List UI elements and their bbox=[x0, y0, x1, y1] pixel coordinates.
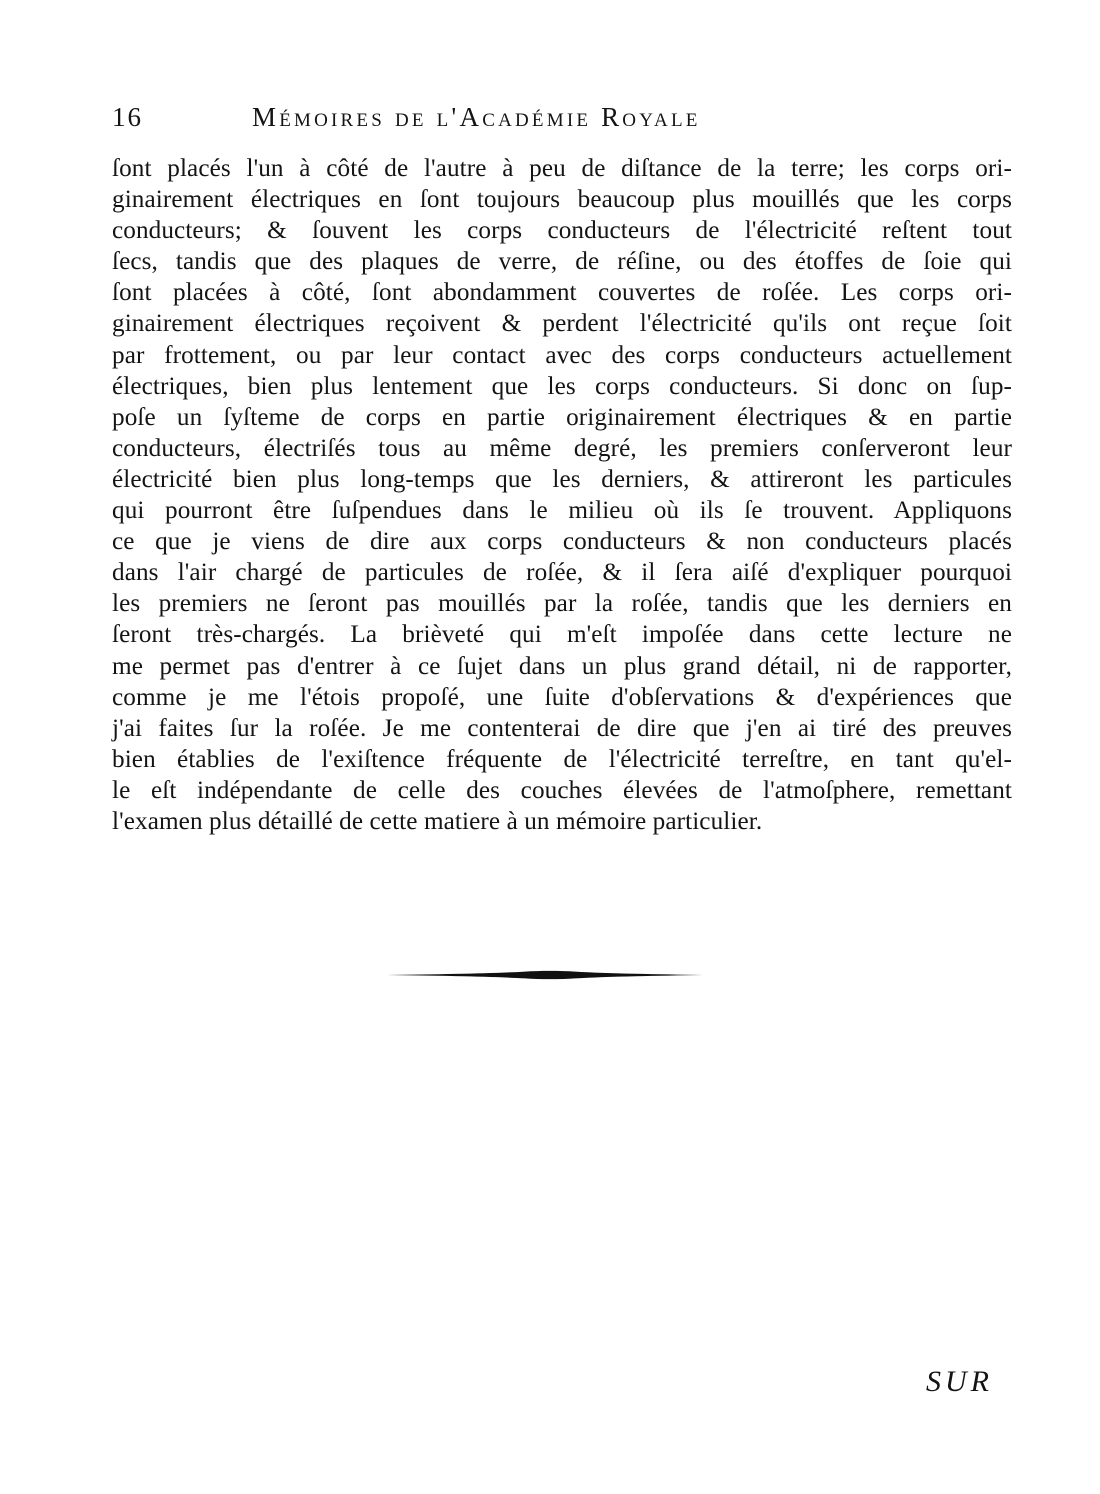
text-line: poſe un ſyſteme de corps en partie originairement électriques & en partie bbox=[112, 403, 1012, 431]
page-number: 16 bbox=[112, 102, 143, 132]
text-line: ſecs, tandis que des plaques de verre, de réſine, ou des étoffes de ſoie qui bbox=[112, 248, 1012, 276]
text-line: les premiers ne ſeront pas mouillés par la roſée, tandis que les derniers en bbox=[112, 590, 1012, 618]
text-line: ſont placées à côté, ſont abondamment couvertes de roſée. Les corps ori- bbox=[112, 279, 1012, 307]
text-line: bien établies de l'exiſtence fréquente de l'électricité terreſtre, en tant qu'el- bbox=[112, 745, 1012, 773]
text-line: par frottement, ou par leur contact avec des corps conducteurs actuellement bbox=[112, 341, 1012, 369]
text-line: ginairement électriques reçoivent & perdent l'électricité qu'ils ont reçue ſoit bbox=[112, 310, 1012, 338]
text-line: ſeront très-chargés. La brièveté qui m'eſt impoſée dans cette lecture ne bbox=[112, 621, 1012, 649]
text-line: ginairement électriques en ſont toujours beaucoup plus mouillés que les corps bbox=[112, 186, 1012, 214]
text-line: électriques, bien plus lentement que les corps conducteurs. Si donc on ſup- bbox=[112, 372, 1012, 400]
tapered-rule-ornament-icon bbox=[385, 968, 705, 982]
text-line: ce que je viens de dire aux corps conducteurs & non conducteurs placés bbox=[112, 528, 1012, 556]
text-line: le eſt indépendante de celle des couches élevées de l'atmoſphere, remettant bbox=[112, 776, 1012, 804]
running-head-title: Mémoires de l'Académie Royale bbox=[252, 102, 701, 132]
text-line: ſont placés l'un à côté de l'autre à peu de diſtance de la terre; les corps ori- bbox=[112, 155, 1012, 182]
text-line: l'examen plus détaillé de cette matiere à un mémoire particulier. bbox=[112, 807, 763, 835]
body-text bbox=[112, 153, 1012, 837]
running-head bbox=[112, 100, 836, 134]
text-line: me permet pas d'entrer à ce ſujet dans un plus grand détail, ni de rapporter, bbox=[112, 652, 1012, 680]
text-line: conducteurs, électriſés tous au même degré, les premiers conſerveront leur bbox=[112, 434, 1012, 462]
text-line: qui pourront être ſuſpendues dans le milieu où ils ſe trouvent. Appliquons bbox=[112, 497, 1012, 525]
text-line: électricité bien plus long-temps que les derniers, & attireront les particules bbox=[112, 465, 1012, 493]
text-line: j'ai faites ſur la roſée. Je me contenterai de dire que j'en ai tiré des preuves bbox=[112, 714, 1012, 742]
text-line: conducteurs; & ſouvent les corps conducteurs de l'électricité reſtent tout bbox=[112, 217, 1012, 245]
catchword: SUR bbox=[926, 1365, 993, 1398]
text-line: comme je me l'étois propoſé, une ſuite d'obſervations & d'expériences que bbox=[112, 683, 1012, 711]
ornament-shape bbox=[387, 971, 703, 979]
text-line: dans l'air chargé de particules de roſée, & il ſera aiſé d'expliquer pourquoi bbox=[112, 559, 1012, 587]
